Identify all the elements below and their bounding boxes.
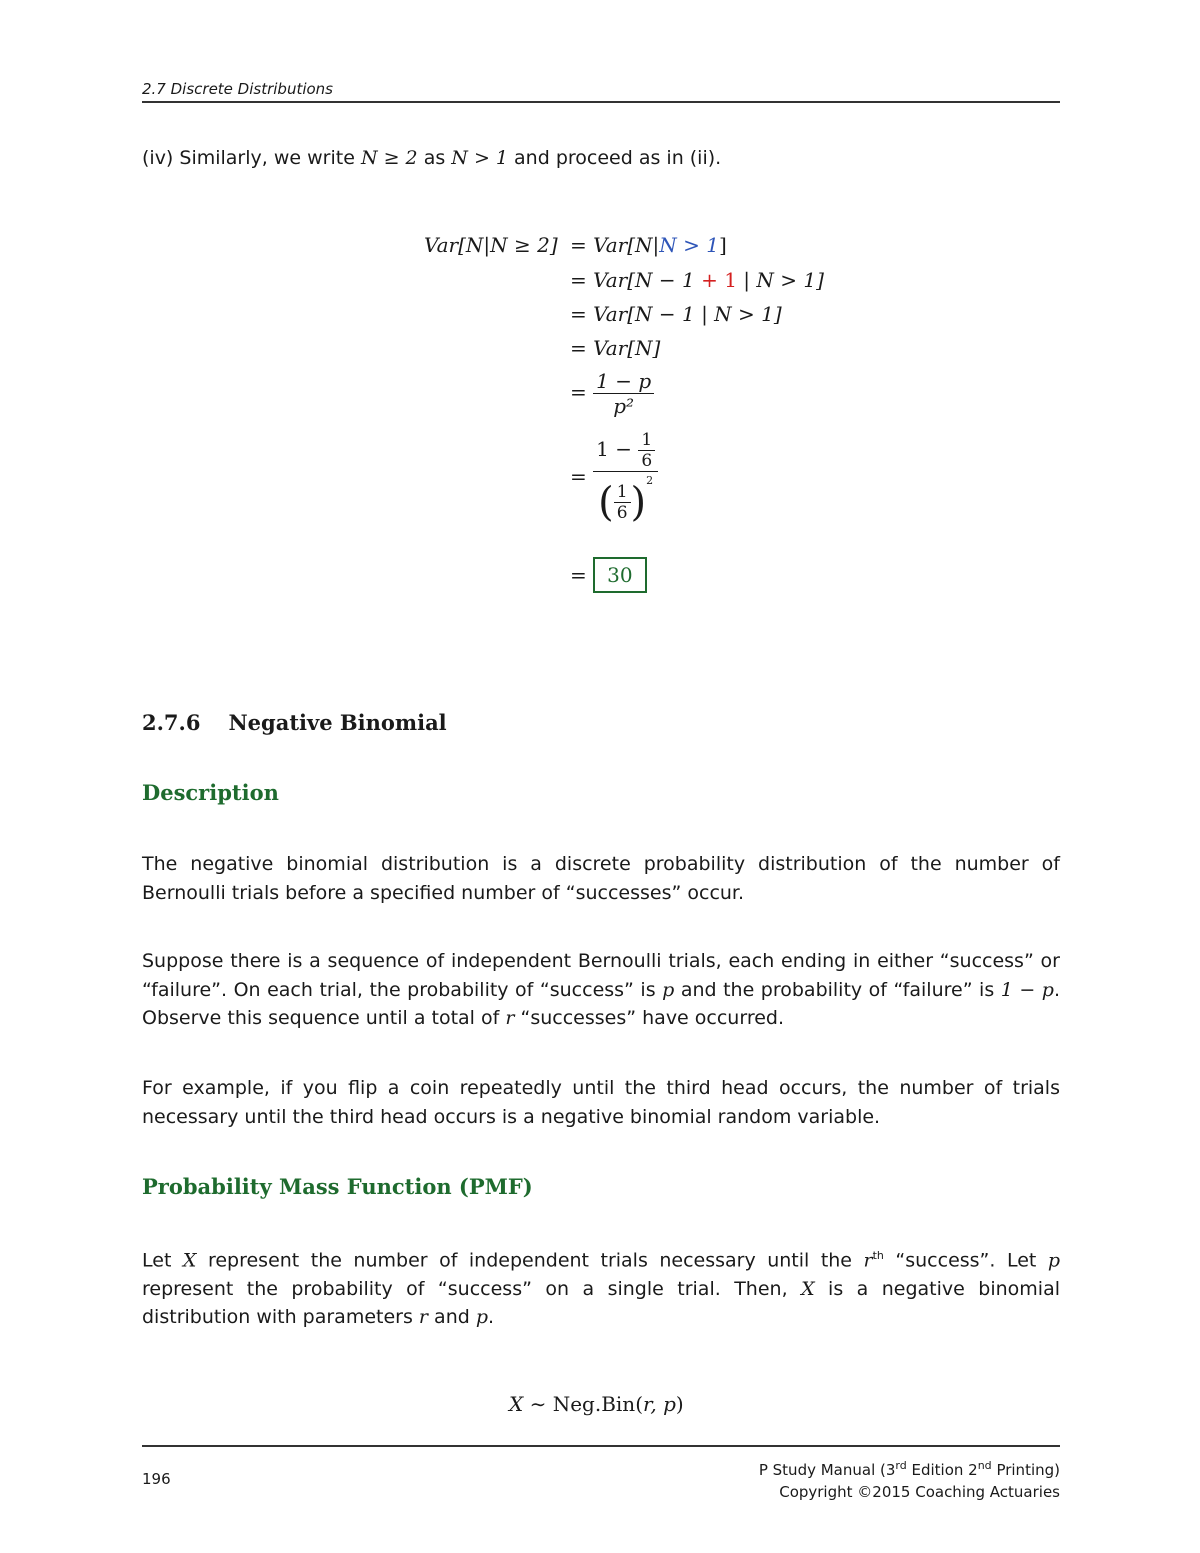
footer-copyright: Copyright ©2015 Coaching Actuaries [779, 1483, 1060, 1501]
eq-line-1-highlight: N > 1 [659, 233, 719, 257]
pmf-formula-c: r, p [643, 1392, 676, 1416]
footer-book-a: P Study Manual (3 [758, 1461, 896, 1479]
section-number: 2.7.6 [142, 710, 201, 735]
footer-book-title [759, 1455, 1060, 1481]
small-fraction-top-num: 1 [641, 430, 653, 450]
pmf-var-x: X [182, 1249, 197, 1272]
intro-line [142, 144, 1060, 173]
small-fraction-bottom [614, 482, 631, 523]
pmf-t1: Let [142, 1249, 183, 1272]
section-title: Negative Binomial [228, 710, 447, 735]
pmf-formula-a: X ∼ [509, 1392, 553, 1416]
eq-line-6: = 1 − $\frac{1}{6}$ ( $\frac{1}{6}$ )$^2$ [570, 430, 658, 526]
eq-line-2: = Var[N − 1 + 1 | N > 1] [570, 268, 824, 292]
left-paren: ( [598, 479, 614, 526]
pmf-formula-d: ) [675, 1392, 684, 1416]
eq-line-1-a: Var[N| [593, 233, 660, 257]
eq-line-7: = 30 [570, 557, 647, 593]
intro-cond2: N > 1 [451, 147, 508, 169]
section-heading [142, 710, 447, 735]
intro-mid2: and proceed as in (ii). [508, 147, 722, 169]
eq-line-3-text: Var[N − 1 | N > 1] [593, 302, 782, 326]
pmf-paragraph [142, 1242, 1060, 1332]
footer-info [759, 1455, 1060, 1503]
fraction-1 [593, 369, 654, 418]
eq-line-2-highlight: + 1 [701, 268, 737, 292]
eq-line-1-c: ] [718, 233, 727, 257]
desc-p2-d: “successes” have occurred. [514, 1007, 785, 1029]
pmf-th: th [872, 1249, 884, 1262]
pmf-var-r-2: r [418, 1306, 429, 1329]
small-fraction-bottom-num: 1 [616, 482, 628, 502]
eq-line-4: = Var[N] [570, 336, 661, 360]
pmf-t7: . [488, 1306, 495, 1329]
pmf-var-p: p [1047, 1249, 1061, 1272]
eq-line-5: = $\frac{1 - p}{\text{p²}}$ [570, 369, 654, 418]
pmf-heading: Probability Mass Function (PMF) [142, 1174, 533, 1199]
small-fraction-bottom-den: 6 [614, 502, 631, 523]
page-number: 196 [142, 1470, 171, 1488]
eq-lhs: Var[N|N ≥ 2] [424, 233, 558, 257]
right-paren: ) [630, 479, 647, 526]
eq-line-4-text: Var[N] [593, 336, 661, 360]
pmf-var-r: r [863, 1249, 873, 1272]
fraction-1-denominator: p² [593, 393, 654, 418]
fraction-2-numerator [593, 430, 658, 471]
pmf-var-p-2: p [475, 1306, 489, 1329]
pmf-t5: is a negative binomial distribution with parameters [142, 1277, 1061, 1329]
pmf-t4: represent the probability of “success” on a single trial. Then, [142, 1277, 802, 1300]
fraction-2-numerator-text: 1 − [596, 437, 632, 461]
desc-p2-a: Suppose there is a sequence of independent Bernoulli trials, each ending in either “success” or “failure”. On each trial, the probability of “success” is [142, 950, 1060, 1001]
description-paragraph-1: The negative binomial distribution is a discrete probability distribution of the number of Bernoulli trials before a specified number of “successes” occur. [142, 853, 1060, 904]
intro-cond1: N ≥ 2 [360, 147, 418, 169]
pmf-t3: “success”. Let [883, 1249, 1048, 1272]
eq-line-2-c: | N > 1] [736, 268, 824, 292]
fraction-1-numerator: 1 − p [596, 369, 652, 393]
footer-book-b: Edition 2 [906, 1461, 978, 1479]
eq-line-1: = Var[N|N > 1] [570, 233, 727, 257]
footer-sup-2: nd [977, 1459, 992, 1472]
pmf-t6: and [428, 1306, 476, 1329]
desc-p2-c: . Observe this sequence until a total of [142, 978, 1061, 1029]
pmf-t2: represent the number of independent trials necessary until the [196, 1249, 864, 1272]
pmf-formula [509, 1392, 684, 1416]
fraction-2-denominator [593, 471, 658, 526]
footer-book-c: Printing) [991, 1461, 1060, 1479]
footer-sup-1: rd [895, 1459, 907, 1472]
running-header: 2.7 Discrete Distributions [142, 80, 334, 98]
intro-mid1: as [417, 147, 452, 169]
eq-line-2-a: Var[N − 1 [593, 268, 702, 292]
exponent: 2 [646, 474, 654, 487]
description-heading: Description [142, 780, 279, 805]
desc-var-1mp: 1 − p [1000, 978, 1054, 1001]
desc-p2-b: and the probability of “failure” is [674, 978, 1001, 1001]
small-fraction-top [638, 430, 655, 471]
pmf-var-x-2: X [801, 1277, 815, 1300]
header-rule [142, 101, 1060, 103]
description-paragraph-2 [142, 947, 1060, 1033]
pmf-formula-b: Neg.Bin( [552, 1392, 643, 1416]
footer-rule [142, 1445, 1060, 1447]
desc-var-p: p [662, 978, 675, 1001]
description-paragraph-3: For example, if you flip a coin repeatedly until the third head occurs, the number of trials necessary until the third head occurs is a negative binomial random variable. [142, 1077, 1060, 1128]
eq-line-3: = Var[N − 1 | N > 1] [570, 302, 782, 326]
boxed-result: 30 [593, 557, 646, 593]
small-fraction-top-den: 6 [638, 450, 655, 471]
desc-var-r: r [505, 1007, 515, 1029]
intro-lead: (iv) Similarly, we write [142, 147, 361, 169]
fraction-2 [593, 430, 658, 526]
